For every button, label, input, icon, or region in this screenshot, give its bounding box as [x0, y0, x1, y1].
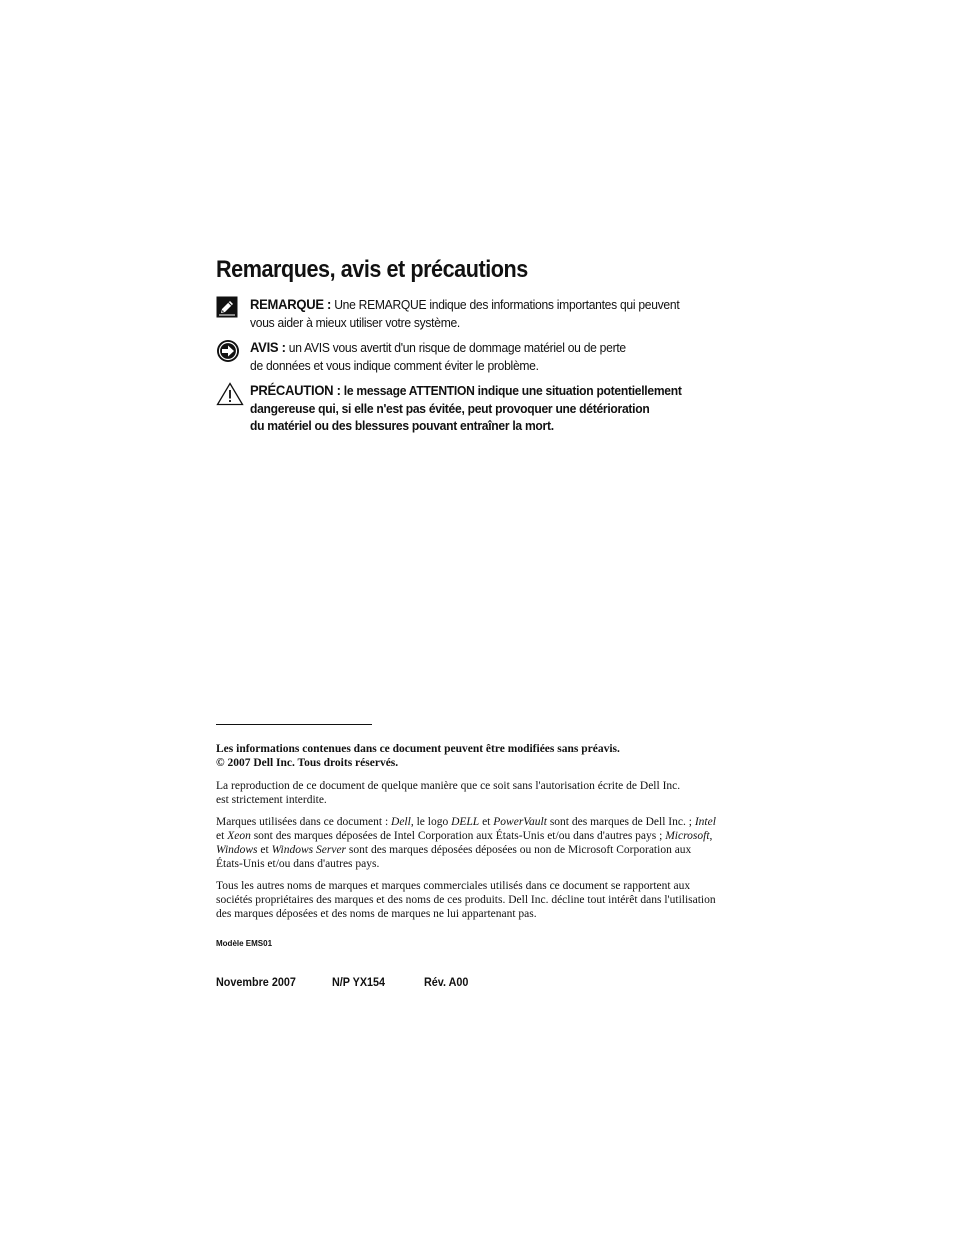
footnote-divider [216, 724, 372, 725]
trademarks-text: sont des marques de Dell Inc. ; [546, 816, 695, 828]
remarque-text-line2: vous aider à mieux utiliser votre système. [250, 314, 461, 330]
trademark-name: Windows Server [271, 844, 347, 856]
trademarks-text: et [216, 830, 228, 842]
part-number: N/P YX154 [332, 975, 386, 989]
avis-text-line2: de données et vous indique comment éviter le problème. [250, 357, 539, 373]
reproduction-line2: est strictement interdite. [216, 794, 327, 806]
change-notice [216, 742, 716, 770]
precaution-text-line3: du matériel ou des blessures pouvant entraîner la mort. [250, 418, 554, 433]
trademark-name: Microsoft [665, 830, 710, 842]
avis-label: AVIS : [250, 339, 286, 355]
trademarks-paragraph [216, 815, 716, 871]
warning-triangle-icon [216, 382, 240, 406]
trademark-name: Intel [694, 816, 716, 828]
page-title: Remarques, avis et précautions [216, 256, 528, 283]
trademarks-text: et [257, 844, 272, 856]
precaution-label: PRÉCAUTION : [250, 382, 341, 398]
model-number: Modèle EMS01 [216, 939, 273, 948]
precaution-text-line2: dangereuse qui, si elle n'est pas évitée, peut provoquer une détérioration [250, 400, 650, 416]
trademarks-text: sont des marques déposées déposées ou non de Microsoft Corporation aux États-Unis et/ou dans d'autres pays. [216, 844, 692, 870]
publication-date: Novembre 2007 [216, 975, 296, 989]
trademark-name: Xeon [227, 830, 251, 842]
trademark-name: DELL [451, 816, 480, 828]
trademarks-text: Marques utilisées dans ce document : [216, 816, 392, 828]
trademark-name: PowerVault [493, 816, 547, 828]
trademarks-text: et [479, 816, 494, 828]
copyright-line: © 2007 Dell Inc. Tous droits réservés. [216, 757, 399, 769]
remarque-label: REMARQUE : [250, 296, 332, 312]
trademarks-text: , le logo [410, 816, 452, 828]
revision: Rév. A00 [424, 975, 469, 989]
trademark-name: Dell [391, 816, 411, 828]
pencil-note-icon [216, 296, 240, 320]
note-remarque [216, 296, 736, 331]
avis-text-line1: un AVIS vous avertit d'un risque de dommage matériel ou de perte [288, 340, 626, 355]
arrow-notice-icon [216, 339, 240, 363]
trademark-name: Windows [216, 844, 258, 856]
note-precaution [216, 382, 736, 435]
precaution-text-line1: le message ATTENTION indique une situation potentiellement [343, 383, 682, 398]
remarque-text-line1: Une REMARQUE indique des informations importantes qui peuvent [334, 297, 680, 312]
reproduction-line1: La reproduction de ce document de quelque manière que ce soit sans l'autorisation écrite de Dell Inc. [216, 780, 681, 792]
change-notice-line1: Les informations contenues dans ce document peuvent être modifiées sans préavis. [216, 743, 620, 755]
note-avis [216, 339, 736, 374]
reproduction-notice [216, 779, 716, 807]
trademarks-text: sont des marques déposées de Intel Corporation aux États-Unis et/ou dans d'autres pays ; [250, 830, 666, 842]
other-trademarks-paragraph: Tous les autres noms de marques et marques commerciales utilisés dans ce document se rapportent aux sociétés propriétaires des marques et des noms de ces produits. Dell Inc. décline tout intérêt dans l'utilisation des marques déposées et des noms de marques ne lui appartenant pas. [216, 880, 716, 920]
trademarks-text: , [709, 830, 713, 842]
